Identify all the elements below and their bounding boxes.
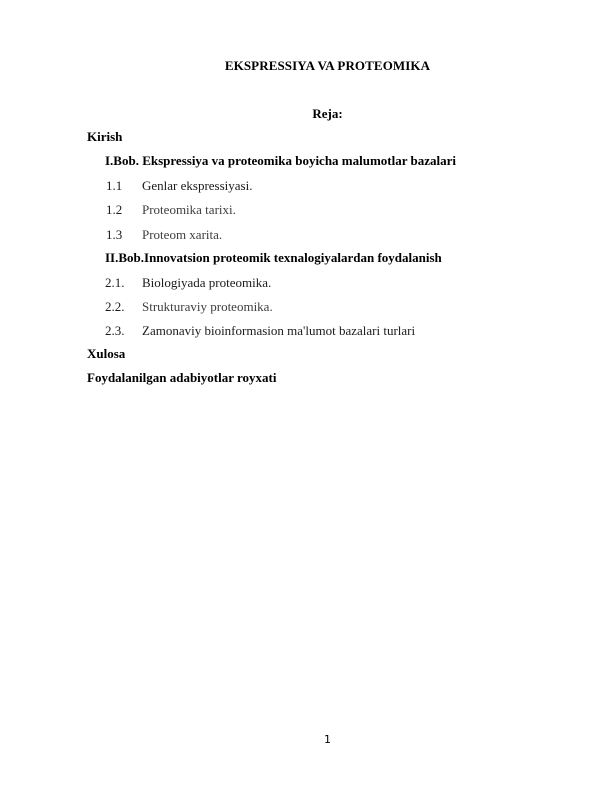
section-number: 1.3 [106,227,123,242]
section-number: 2.2. [105,299,125,314]
intro-heading: Kirish [87,129,123,144]
section-title: Genlar ekspressiyasi. [142,178,253,193]
section-number: 2.3. [105,323,125,338]
section-title: Proteomika tarixi. [142,202,236,217]
chapter-2-heading: II.Bob.Innovatsion proteomik texnalogiyalardan foydalanish [105,250,442,265]
plan-heading: Reja: [312,106,343,121]
section-title: Biologiyada proteomika. [142,275,272,290]
section-title: Proteom xarita. [142,227,223,242]
section-title: Strukturaviy proteomika. [142,299,273,314]
section-number: 1.2 [106,202,123,217]
document-title: EKSPRESSIYA VA PROTEOMIKA [224,58,431,73]
conclusion-heading: Xulosa [87,346,126,361]
references-heading: Foydalanilgan adabiyotlar royxati [87,370,277,385]
section-title: Zamonaviy bioinformasion ma'lumot bazalari turlari [142,323,416,338]
page-number: 1 [324,733,331,746]
section-number: 1.1 [106,178,123,193]
section-number: 2.1. [105,275,125,290]
chapter-1-heading: I.Bob. Ekspressiya va proteomika boyicha malumotlar bazalari [105,153,457,168]
